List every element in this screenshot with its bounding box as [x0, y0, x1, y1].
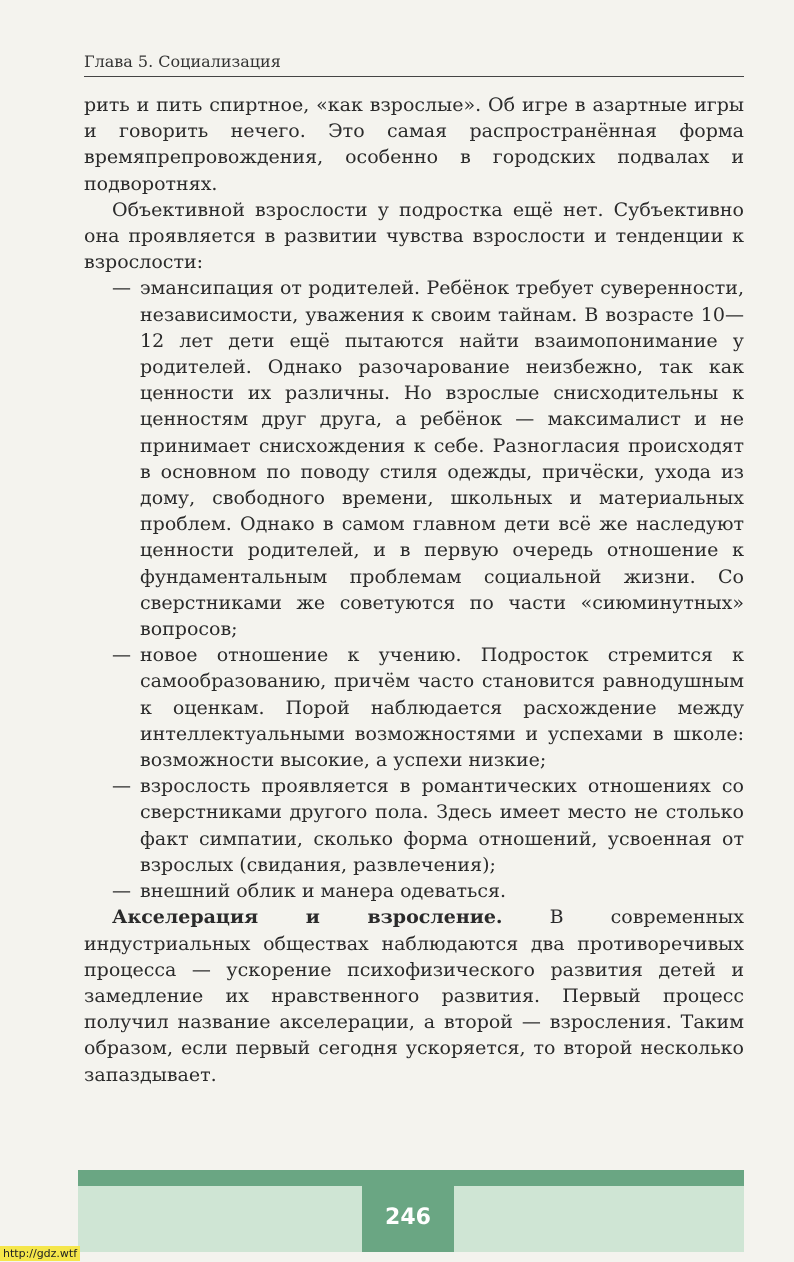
list-item: [84, 642, 744, 773]
page-body: [84, 92, 744, 1088]
list-item: [84, 773, 744, 878]
list-item-text: новое отношение к учению. Подросток стремится к самообразованию, причём часто становится равнодушным к оценкам. Порой наблюдается расхождение между интеллектуальными возможностями и успехами в школе: возможности высокие, а успехи низкие;: [140, 644, 744, 772]
header-divider: [84, 76, 744, 77]
chapter-header: Глава 5. Социализация: [84, 52, 281, 71]
paragraph-acceleration-text: В современных индустриальных обществах наблюдаются два противоречивых процесса — ускорение психофизического развития детей и замедление их нравственного развития. Первый процесс получил название акселерации, а второй — взросления. Таким образом, если первый сегодня ускоряется, то второй несколько запаздывает.: [84, 906, 744, 1086]
paragraph-subjective-adulthood: Объективной взрослости у подростка ещё нет. Субъективно она проявляется в развитии чувства взрослости и тенденции к взрослости:: [84, 198, 744, 274]
list-item: [84, 878, 744, 904]
paragraph-acceleration: [84, 904, 744, 1087]
list-dash: —: [112, 775, 131, 798]
list-item-text: взрослость проявляется в романтических отношениях со сверстниками другого пола. Здесь имеет место не столько факт симпатии, сколько форма отношений, усвоенная от взрослых (свидания, развлечения);: [140, 775, 744, 876]
section-lead-heading: Акселерация и взросление.: [112, 906, 503, 929]
list-item: [84, 275, 744, 642]
paragraph-continuation: рить и пить спиртное, «как взрослые». Об игре в азартные игры и говорить нечего. Это самая распространённая форма времяпрепровождения, особенно в городских подвалах и подворотнях.: [84, 94, 744, 195]
list-dash: —: [112, 880, 131, 903]
list-dash: —: [112, 644, 131, 667]
page-number: 246: [385, 1205, 431, 1230]
adulthood-signs-list: [84, 275, 744, 904]
list-item-text: эмансипация от родителей. Ребёнок требует суверенности, независимости, уважения к своим тайнам. В возрасте 10—12 лет дети ещё пытаются найти взаимопонимание у родителей. Однако разочарование неизбежно, так как ценности их различны. Но взрослые снисходительны к ценностям друг друга, а ребёнок — максималист и не принимает снисхождения к себе. Разногласия происходят в основном по поводу стиля одежды, причёски, ухода из дому, свободного времени, школьных и материальных проблем. Однако в самом главном дети всё же наследуют ценности родителей, и в первую очередь отношение к фундаментальным проблемам социальной жизни. Со сверстниками же советуются по части «сиюминутных» вопросов;: [140, 277, 744, 641]
list-item-text: внешний облик и манера одеваться.: [140, 880, 507, 903]
watermark-link[interactable]: http://gdz.wtf: [0, 1246, 80, 1261]
list-dash: —: [112, 277, 131, 300]
